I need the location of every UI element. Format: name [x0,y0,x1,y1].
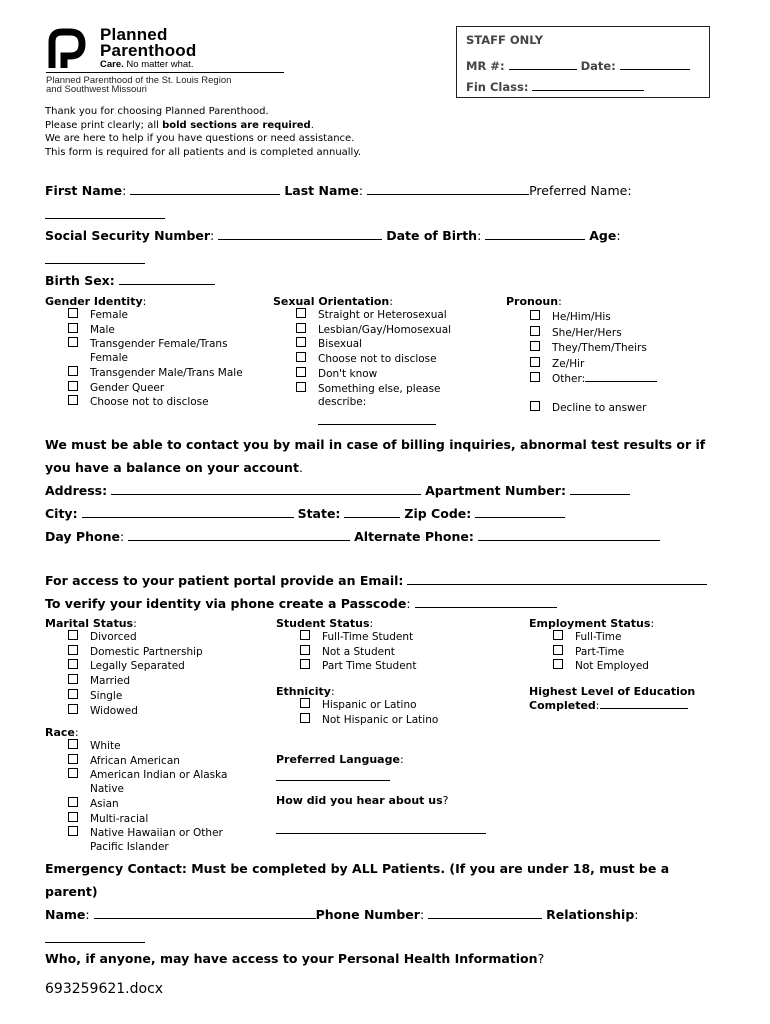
apartment-label: Apartment Number: [425,483,566,498]
race-option[interactable]: Native Hawaiian or Other [68,826,227,841]
logo-line2: Parenthood [100,41,197,60]
zip-label: Zip Code: [404,506,472,521]
pronoun-option[interactable]: Decline to answer [530,401,657,417]
hear-about-label: How did you hear about us [276,794,443,807]
orientation-option-cont: describe: [318,396,367,409]
org-line1: Planned Parenthood of the St. Louis Region [46,75,232,86]
employment-option[interactable]: Not Employed [553,659,654,674]
ssn-field[interactable] [218,227,382,240]
orientation-option[interactable]: Lesbian/Gay/Homosexual [296,323,451,338]
gender-option[interactable]: Transgender Male/Trans Male [68,366,243,381]
gender-identity-section: Gender Identity: Female Male Transgender Female/Trans Female Transgender Male/Trans Male Gender Queer Choose not to disclose [45,295,243,409]
checkbox[interactable] [296,382,306,392]
contact-intro-line1: We must be able to contact you by mail in case of billing inquiries, abnormal test results or if [45,437,706,452]
ethnicity-option[interactable]: Hispanic or Latino [300,698,438,713]
pronoun-section: Pronoun: He/Him/His She/Her/Hers They/Them/Theirs Ze/Hir Other: Decline to answer [506,295,657,416]
footer-filename: 693259621.docx [45,981,164,997]
contact-intro-line2: you have a balance on your account. [45,460,303,475]
preferred-name-field[interactable] [45,206,165,219]
pronoun-option[interactable]: They/Them/Theirs [530,341,657,357]
gender-option-cont: Female [90,352,128,365]
city-field[interactable] [82,505,294,518]
dob-field[interactable] [485,227,585,240]
hear-about-field[interactable] [276,821,486,834]
email-label: For access to your patient portal provide an Email: [45,573,404,588]
email-field[interactable] [407,572,707,585]
gender-option[interactable]: Female [68,308,243,323]
pronoun-option[interactable]: Other: [530,372,657,388]
pronoun-option[interactable]: Ze/Hir [530,357,657,373]
checkbox[interactable] [68,659,78,669]
day-phone-field[interactable] [128,528,350,541]
emergency-relationship-label: Relationship [546,907,635,922]
name-line: First Name: Last Name: Preferred Name: [45,183,632,198]
orientation-option[interactable]: Straight or Heterosexual [296,308,451,323]
passcode-line: To verify your identity via phone create a Passcode: [45,595,557,611]
fin-class-line: Fin Class: [466,78,644,94]
passcode-field[interactable] [415,595,557,608]
checkbox[interactable] [68,395,78,405]
state-field[interactable] [344,505,400,518]
checkbox[interactable] [68,381,78,391]
fin-class-field[interactable] [532,78,644,91]
alt-phone-label: Alternate Phone: [354,529,474,544]
pronoun-option[interactable]: She/Her/Hers [530,326,657,342]
ssn-label: Social Security Number [45,228,211,243]
alt-phone-field[interactable] [478,528,660,541]
employment-option[interactable]: Full-Time [553,630,654,645]
checkbox[interactable] [68,826,78,836]
preferred-name-label: Preferred Name: [529,183,632,198]
checkbox[interactable] [68,323,78,333]
student-status-title: Student Status [276,617,370,630]
race-section: Race: White African American American Indian or Alaska Native Asian Multi-racial Native Hawaiian or Other Pacific Islander [45,726,228,853]
marital-option[interactable]: Domestic Partnership [68,645,203,660]
mr-field[interactable] [509,57,577,70]
checkbox[interactable] [296,352,306,362]
zip-field[interactable] [475,505,565,518]
email-line [45,572,707,588]
checkbox[interactable] [68,739,78,749]
checkbox[interactable] [530,326,540,336]
emergency-fields-line: Name: Phone Number: Relationship: [45,907,639,922]
ethnicity-option[interactable]: Not Hispanic or Latino [300,713,438,728]
race-option[interactable]: American Indian or Alaska [68,768,227,783]
checkbox[interactable] [530,357,540,367]
checkbox[interactable] [68,754,78,764]
checkbox[interactable] [68,337,78,347]
checkbox[interactable] [68,812,78,822]
employment-status-title: Employment Status [529,617,651,630]
pronoun-title: Pronoun [506,295,559,308]
phone-line: Day Phone: Alternate Phone: [45,528,660,544]
student-option[interactable]: Part Time Student [300,659,416,674]
age-label: Age [589,228,617,243]
gender-option[interactable]: Choose not to disclose [68,395,243,410]
employment-option[interactable]: Part-Time [553,645,654,660]
checkbox[interactable] [68,704,78,714]
checkbox[interactable] [300,698,310,708]
gender-option[interactable]: Transgender Female/Trans [68,337,243,352]
checkbox[interactable] [300,659,310,669]
city-line [45,505,565,521]
age-field[interactable] [45,251,145,264]
last-name-field[interactable] [367,182,529,195]
checkbox[interactable] [68,797,78,807]
staff-date-field[interactable] [620,57,690,70]
race-title: Race [45,726,75,739]
checkbox[interactable] [553,645,563,655]
race-option-cont: Pacific Islander [90,840,169,853]
marital-option[interactable]: Widowed [68,704,203,719]
last-name-label: Last Name [284,183,359,198]
emergency-line2: parent) [45,884,98,899]
checkbox[interactable] [296,367,306,377]
logo-tagline: Care. No matter what. [100,59,194,70]
logo-line1: Planned [100,25,168,44]
checkbox[interactable] [553,630,563,640]
emergency-phone-label: Phone Number [315,907,420,922]
birth-sex-field[interactable] [119,272,215,285]
staff-only-title: STAFF ONLY [466,33,544,47]
checkbox[interactable] [300,630,310,640]
orientation-option[interactable]: Don't know [296,367,451,382]
pronoun-other-field[interactable] [585,372,657,382]
emergency-name-field[interactable] [94,906,316,919]
emergency-relationship-field[interactable] [45,930,145,943]
checkbox[interactable] [300,645,310,655]
checkbox[interactable] [296,337,306,347]
education-label-line2: Completed [529,699,596,712]
first-name-field[interactable] [130,182,280,195]
state-label: State: [297,506,341,521]
address-field[interactable] [111,482,421,495]
race-option-cont: Native [90,783,124,796]
phi-label: Who, if anyone, may have access to your Personal Health Information [45,951,538,966]
staff-only-box [456,26,710,98]
planned-parenthood-logo-icon [48,28,92,68]
ethnicity-section: Ethnicity: Hispanic or Latino Not Hispanic or Latino [276,685,439,726]
education-label-line1: Highest Level of Education [529,685,696,698]
sexual-orientation-title: Sexual Orientation [273,295,390,308]
city-label: City: [45,506,78,521]
orientation-option[interactable]: Choose not to disclose [296,352,451,367]
marital-option[interactable]: Single [68,689,203,704]
emergency-phone-field[interactable] [428,906,542,919]
checkbox[interactable] [68,645,78,655]
emergency-name-label: Name [45,907,86,922]
checkbox[interactable] [68,308,78,318]
marital-status-section: Marital Status: Divorced Domestic Partnership Legally Separated Married Single Widowed [45,617,203,717]
marital-option[interactable]: Divorced [68,630,203,645]
student-status-section: Student Status: Full-Time Student Not a Student Part Time Student [276,617,417,673]
ssn-line: Social Security Number: Date of Birth: Age: [45,228,621,243]
race-option[interactable]: Multi-racial [68,812,227,827]
checkbox[interactable] [530,401,540,411]
preferred-language-label: Preferred Language [276,753,400,766]
checkbox[interactable] [530,372,540,382]
orientation-option[interactable]: Bisexual [296,337,451,352]
hear-about-section: How did you hear about us? [276,794,449,807]
apartment-field[interactable] [570,482,630,495]
passcode-label: To verify your identity via phone create a Passcode [45,596,407,611]
checkbox[interactable] [553,659,563,669]
preferred-language-section: Preferred Language: [276,753,404,766]
checkbox[interactable] [68,689,78,699]
birth-sex-label: Birth Sex: [45,273,115,288]
checkbox[interactable] [300,713,310,723]
orientation-describe-field[interactable] [318,416,436,425]
address-line [45,482,630,498]
mr-date-line: MR #: Date: [466,57,690,73]
logo-divider [46,72,284,73]
marital-status-title: Marital Status [45,617,134,630]
gender-option[interactable]: Gender Queer [68,381,243,396]
employment-status-section: Employment Status: Full-Time Part-Time Not Employed [529,617,655,673]
dob-label: Date of Birth [386,228,478,243]
checkbox[interactable] [68,768,78,778]
emergency-line1: Emergency Contact: Must be completed by ALL Patients. (If you are under 18, must be a [45,861,670,876]
checkbox[interactable] [296,323,306,333]
gender-identity-title: Gender Identity [45,295,143,308]
ethnicity-title: Ethnicity [276,685,331,698]
checkbox[interactable] [530,341,540,351]
student-option[interactable]: Full-Time Student [300,630,416,645]
education-field[interactable] [600,699,688,709]
phi-question: Who, if anyone, may have access to your Personal Health Information? [45,951,545,966]
org-line2: and Southwest Missouri [46,84,147,95]
checkbox[interactable] [530,310,540,320]
address-label: Address: [45,483,108,498]
birth-sex-line [45,272,215,288]
pronoun-option[interactable]: He/Him/His [530,310,657,326]
race-option[interactable]: African American [68,754,227,769]
gender-option[interactable]: Male [68,323,243,338]
checkbox[interactable] [68,366,78,376]
day-phone-label: Day Phone [45,529,120,544]
logo [46,26,286,96]
sexual-orientation-section: Sexual Orientation: Straight or Heterosexual Lesbian/Gay/Homosexual Bisexual Choose not to disclose Don't know Something else, please describe: [273,295,451,429]
checkbox[interactable] [68,674,78,684]
race-option[interactable]: Asian [68,797,227,812]
race-option[interactable]: White [68,739,227,754]
first-name-label: First Name [45,183,123,198]
checkbox[interactable] [68,630,78,640]
intro-text: Thank you for choosing Planned Parenthood. Please print clearly; all bold sections are required. We are here to help if you have questions or need assistance. This form is required for all patients and is completed annually. [45,106,362,158]
education-section: Highest Level of Education Completed: [529,685,696,712]
orientation-option[interactable]: Something else, please [296,382,451,397]
marital-option[interactable]: Married [68,674,203,689]
checkbox[interactable] [296,308,306,318]
preferred-language-field[interactable] [276,768,390,781]
student-option[interactable]: Not a Student [300,645,416,660]
marital-option[interactable]: Legally Separated [68,659,203,674]
